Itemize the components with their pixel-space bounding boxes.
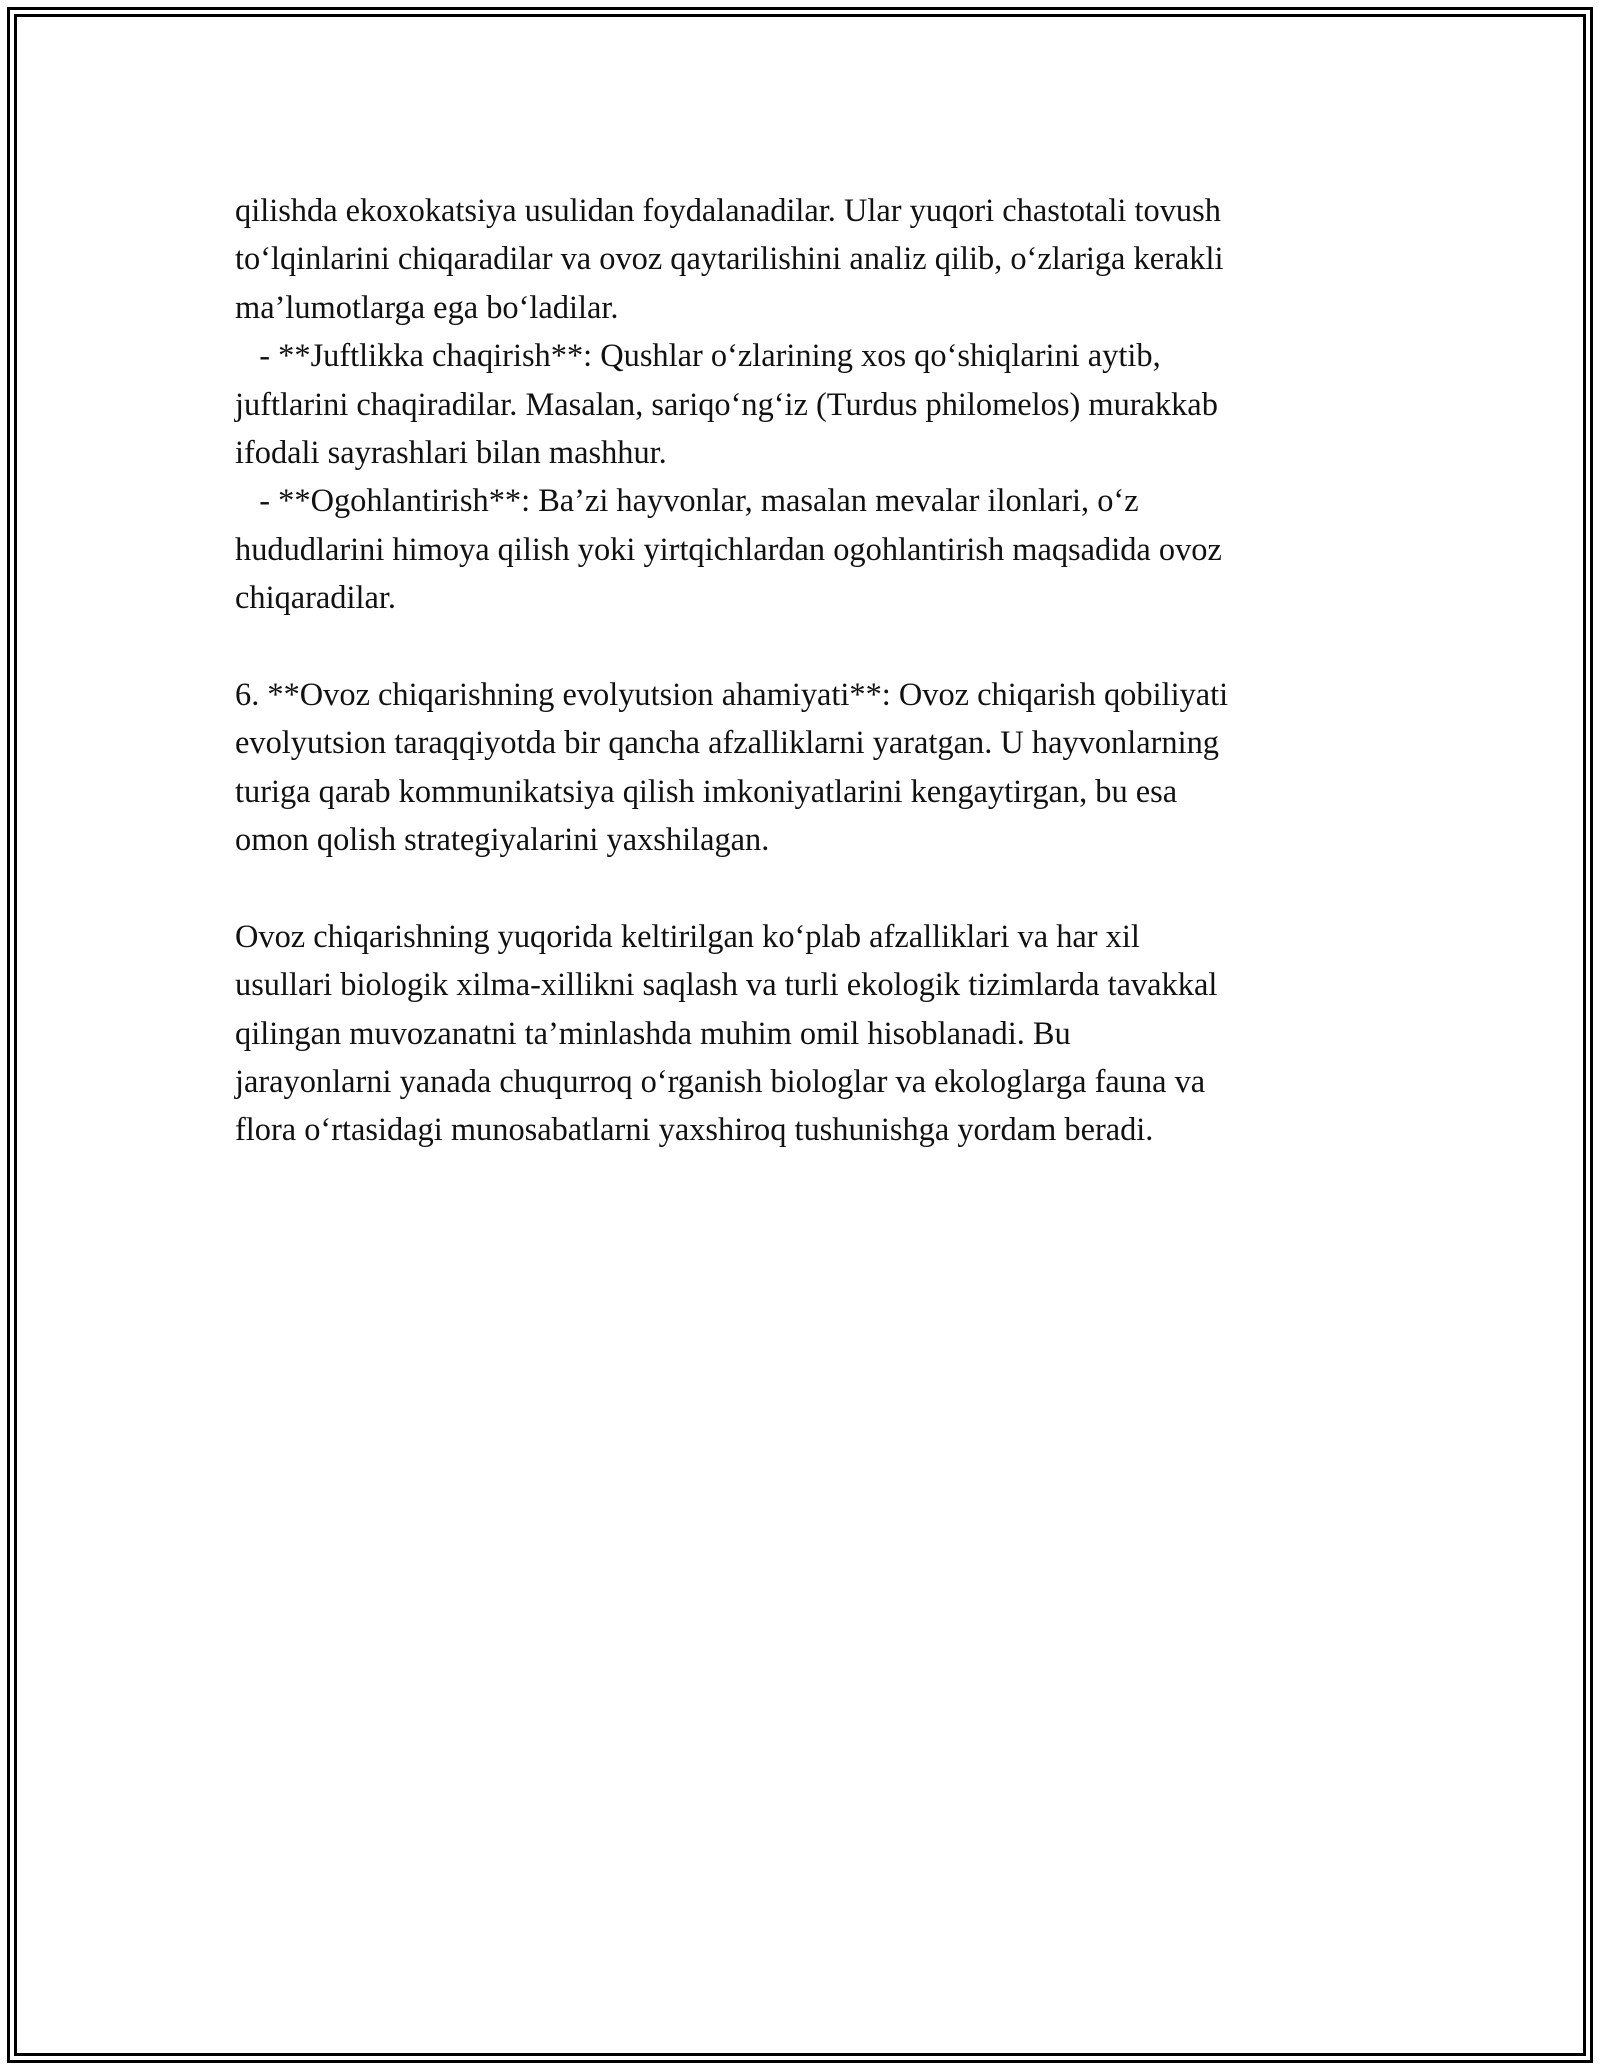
- text-line: 6. **Ovoz chiqarishning evolyutsion ahamiyati**: Ovoz chiqarish qobiliyati: [235, 676, 1229, 713]
- text-line: jarayonlarni yanada chuqurroq o‘rganish biologlar va ekologlarga fauna va: [235, 1064, 1206, 1101]
- text-line: chiqaradilar.: [235, 580, 396, 617]
- text-line: qilishda ekoxokatsiya usulidan foydalanadilar. Ular yuqori chastotali tovush: [235, 193, 1221, 229]
- text-line: ma’lumotlarga ega bo‘ladilar.: [235, 289, 619, 326]
- text-line: evolyutsion taraqqiyotda bir qancha afzalliklarni yaratgan. U hayvonlarning: [235, 725, 1219, 762]
- text-line: - **Ogohlantirish**: Ba’zi hayvonlar, masalan mevalar ilonlari, o‘z: [235, 483, 1139, 520]
- text-line: juftlarini chaqiradilar. Masalan, sariqo‘ng‘iz (Turdus philomelos) murakkab: [235, 386, 1218, 423]
- text-line: Ovoz chiqarishning yuqorida keltirilgan ko‘plab afzalliklari va har xil: [235, 918, 1140, 955]
- paragraph-spacer: [235, 864, 1375, 912]
- text-line: ifodali sayrashlari bilan mashhur.: [235, 434, 667, 471]
- paragraph-evolutionary-significance: [235, 671, 1375, 865]
- text-line: omon qolish strategiyalarini yaxshilagan.: [235, 822, 770, 859]
- paragraph-conclusion: [235, 913, 1375, 1155]
- text-line: - **Juftlikka chaqirish**: Qushlar o‘zlarining xos qo‘shiqlarini aytib,: [235, 338, 1161, 375]
- text-line: hududlarini himoya qilish yoki yirtqichlardan ogohlantirish maqsadida ovoz: [235, 531, 1222, 568]
- paragraph-spacer: [235, 623, 1375, 671]
- paragraph-animal-sound-uses: [235, 187, 1375, 623]
- text-line: turiga qarab kommunikatsiya qilish imkoniyatlarini kengaytirgan, bu esa: [235, 773, 1178, 810]
- text-line: to‘lqinlarini chiqaradilar va ovoz qaytarilishini analiz qilib, o‘zlariga kerakli: [235, 241, 1224, 278]
- document-body: [235, 187, 1375, 1155]
- text-line: flora o‘rtasidagi munosabatlarni yaxshiroq tushunishga yordam beradi.: [235, 1112, 1154, 1149]
- text-line: usullari biologik xilma-xillikni saqlash va turli ekologik tizimlarda tavakkal: [235, 967, 1218, 1004]
- text-line: qilingan muvozanatni ta’minlashda muhim omil hisoblanadi. Bu: [235, 1015, 1071, 1052]
